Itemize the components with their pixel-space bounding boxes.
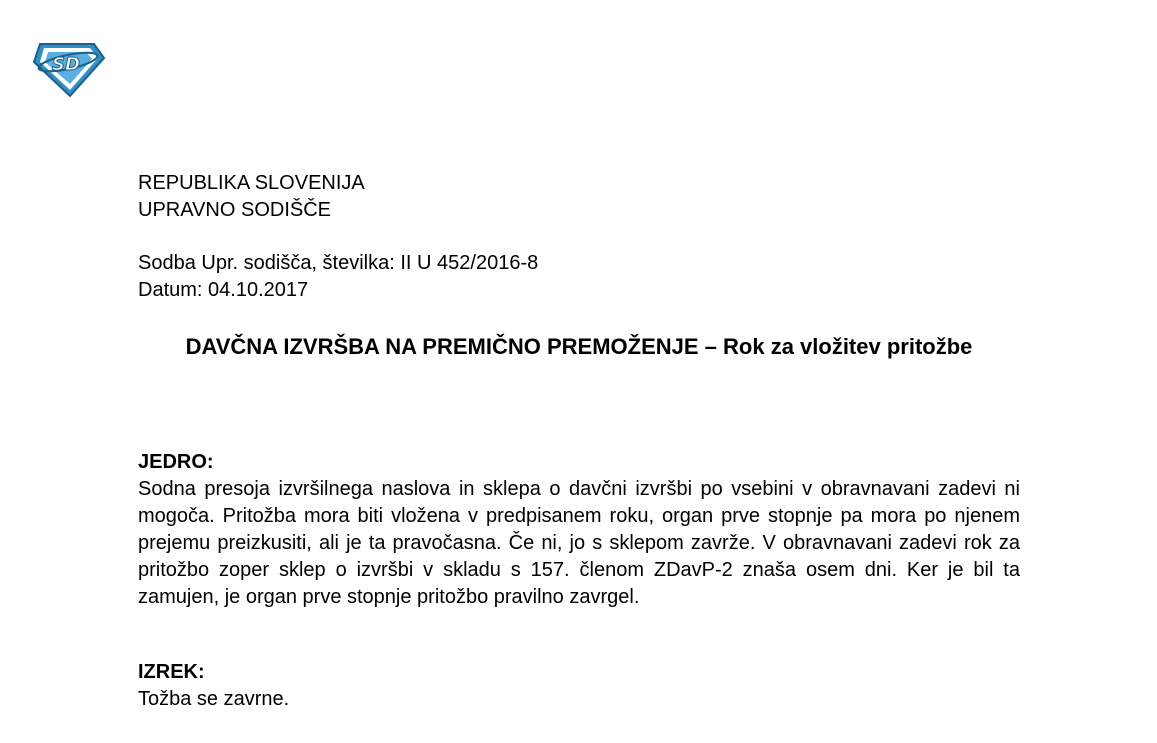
logo-text: SD bbox=[52, 54, 80, 75]
jedro-section bbox=[138, 449, 1020, 611]
jedro-text: Sodna presoja izvršilnega naslova in sklepa o davčni izvršbi po vsebini v obravnavani zadevi ni mogoča. Pritožba mora biti vložena v predpisanem roku, organ prve stopnje pa mora po njenem prejemu preizkusiti, ali je ta pravočasna. Če ni, jo s sklepom zavrže. V obravnavani zadevi rok za pritožbo zoper sklep o izvršbi v skladu s 157. členom ZDavP-2 znaša osem dni. Ker je bil ta zamujen, je organ prve stopnje pritožbo pravilno zavrgel. bbox=[138, 478, 1020, 608]
header-country: REPUBLIKA SLOVENIJA bbox=[138, 172, 365, 194]
case-reference: Sodba Upr. sodišča, številka: II U 452/2016-8 bbox=[138, 252, 539, 274]
court-header bbox=[138, 170, 365, 224]
izrek-heading: IZREK: bbox=[138, 661, 205, 683]
izrek-text: Tožba se zavrne. bbox=[138, 688, 290, 710]
document-meta bbox=[138, 250, 538, 304]
sd-logo-icon bbox=[30, 40, 106, 98]
document-title: DAVČNA IZVRŠBA NA PREMIČNO PREMOŽENJE – Rok za vložitev pritožbe bbox=[185, 334, 973, 359]
case-date: Datum: 04.10.2017 bbox=[138, 279, 309, 301]
izrek-section bbox=[138, 659, 1020, 713]
jedro-heading: JEDRO: bbox=[138, 451, 214, 473]
header-court: UPRAVNO SODIŠČE bbox=[138, 199, 331, 221]
